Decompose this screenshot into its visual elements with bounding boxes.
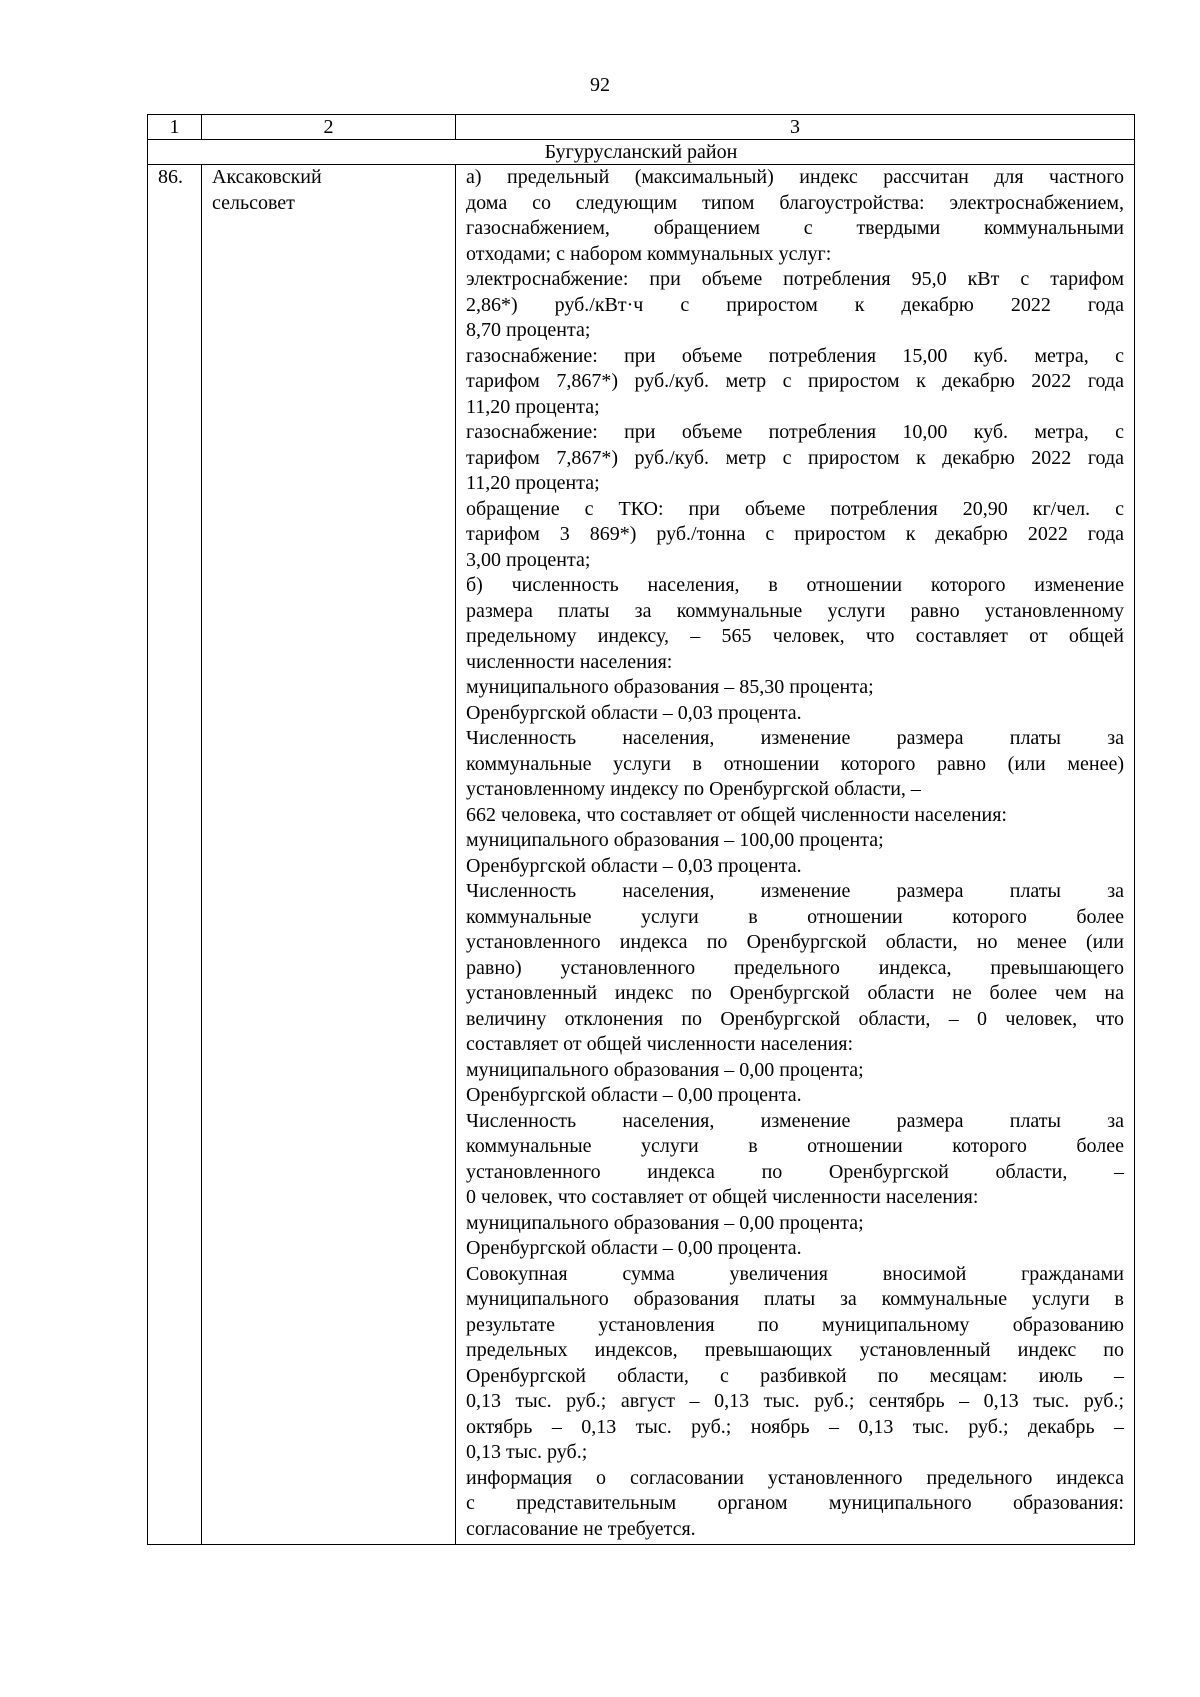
table-header-row <box>148 115 1135 140</box>
description-line: равно) установленного предельного индекса, превышающего <box>466 956 1124 979</box>
municipality-name-line: Аксаковский <box>212 166 322 188</box>
description-line: 0 человек, что составляет от общей численности населения: <box>466 1186 979 1208</box>
page-number: 92 <box>590 74 610 96</box>
header-cell-1: 1 <box>148 115 202 140</box>
description-line: 2,86*) руб./кВт·ч с приростом к декабрю 2022 года <box>466 293 1124 316</box>
district-row <box>148 140 1135 165</box>
description-line: муниципального образования – 0,00 процента; <box>466 1058 864 1081</box>
index-description <box>456 165 1135 1545</box>
description-line: электроснабжение: при объеме потребления 95,0 кВт с тарифом <box>466 268 1124 290</box>
description-line: информация о согласовании установленного предельного индекса <box>466 1466 1124 1489</box>
description-line: отходами; с набором коммунальных услуг: <box>466 242 832 265</box>
description-line: Оренбургской области – 0,03 процента. <box>466 701 802 724</box>
description-line: муниципального образования – 85,30 процента; <box>466 676 874 698</box>
description-line: Оренбургской области – 0,03 процента. <box>466 854 802 877</box>
description-line: Оренбургской области – 0,00 процента. <box>466 1084 802 1106</box>
description-line: тарифом 7,867*) руб./куб. метр с приростом к декабрю 2022 года <box>466 370 1124 392</box>
description-line: б) численность населения, в отношении которого изменение <box>466 574 1124 596</box>
municipality-name-line: сельсовет <box>212 191 295 214</box>
description-line: составляет от общей численности населения: <box>466 1033 854 1055</box>
description-line: размера платы за коммунальные услуги равно установленному <box>466 599 1124 622</box>
description-line: 0,13 тыс. руб.; <box>466 1441 588 1463</box>
description-line: величину отклонения по Оренбургской области, – 0 человек, что <box>466 1007 1124 1030</box>
description-line: 662 человека, что составляет от общей численности населения: <box>466 803 1007 826</box>
description-line: 3,00 процента; <box>466 548 591 571</box>
description-line: 11,20 процента; <box>466 395 600 418</box>
description-line: предельных индексов, превышающих установленный индекс по <box>466 1339 1124 1361</box>
description-line: 0,13 тыс. руб.; август – 0,13 тыс. руб.; сентябрь – 0,13 тыс. руб.; <box>466 1390 1124 1412</box>
description-line: Оренбургской области – 0,00 процента. <box>466 1237 802 1259</box>
description-line: коммунальные услуги в отношении которого более <box>466 1135 1124 1157</box>
description-line: Численность населения, изменение размера платы за <box>466 1109 1124 1132</box>
description-line: муниципального образования – 100,00 процента; <box>466 829 884 851</box>
description-line: с представительным органом муниципального образования: <box>466 1492 1124 1514</box>
description-line: установленного индекса по Оренбургской области, – <box>466 1160 1124 1183</box>
description-line: тарифом 7,867*) руб./куб. метр с приростом к декабрю 2022 года <box>466 446 1124 469</box>
header-cell-3: 3 <box>456 115 1135 140</box>
description-line: Численность населения, изменение размера платы за <box>466 880 1124 902</box>
description-line: Оренбургской области, с разбивкой по месяцам: июль – <box>466 1364 1124 1387</box>
description-line: 8,70 процента; <box>466 319 591 341</box>
description-line: 11,20 процента; <box>466 472 600 494</box>
header-cell-2: 2 <box>202 115 456 140</box>
description-line: установленному индексу по Оренбургской области, – <box>466 778 921 800</box>
description-line: согласование не требуется. <box>466 1517 696 1540</box>
description-line: дома со следующим типом благоустройства: электроснабжением, <box>466 191 1124 214</box>
description-line: обращение с ТКО: при объеме потребления 20,90 кг/чел. с <box>466 497 1124 520</box>
description-line: коммунальные услуги в отношении которого равно (или менее) <box>466 752 1124 775</box>
description-line: Совокупная сумма увеличения вносимой гражданами <box>466 1262 1124 1285</box>
description-line: газоснабжение: при объеме потребления 15,00 куб. метра, с <box>466 344 1124 367</box>
description-line: предельному индексу, – 565 человек, что составляет от общей <box>466 625 1124 647</box>
description-line: муниципального образования – 0,00 процента; <box>466 1211 864 1234</box>
description-line: тарифом 3 869*) руб./тонна с приростом к декабрю 2022 года <box>466 523 1124 545</box>
description-line: муниципального образования платы за коммунальные услуги в <box>466 1288 1124 1310</box>
description-line: установленный индекс по Оренбургской области не более чем на <box>466 982 1124 1004</box>
district-title: Бугурусланский район <box>148 140 1135 165</box>
description-line: октябрь – 0,13 тыс. руб.; ноябрь – 0,13 тыс. руб.; декабрь – <box>466 1415 1124 1438</box>
description-line: численности населения: <box>466 650 673 673</box>
municipality-name <box>202 165 456 1545</box>
description-line: коммунальные услуги в отношении которого более <box>466 905 1124 928</box>
description-line: установленного индекса по Оренбургской области, но менее (или <box>466 931 1124 953</box>
description-line: а) предельный (максимальный) индекс рассчитан для частного <box>466 166 1124 188</box>
description-line: газоснабжением, обращением с твердыми коммунальными <box>466 217 1124 239</box>
description-line: Численность населения, изменение размера платы за <box>466 727 1124 749</box>
description-line: результате установления по муниципальному образованию <box>466 1313 1124 1336</box>
row-number: 86. <box>148 165 202 1545</box>
tariff-table <box>147 114 1135 1545</box>
table-row <box>148 165 1135 1545</box>
description-line: газоснабжение: при объеме потребления 10,00 куб. метра, с <box>466 421 1124 443</box>
